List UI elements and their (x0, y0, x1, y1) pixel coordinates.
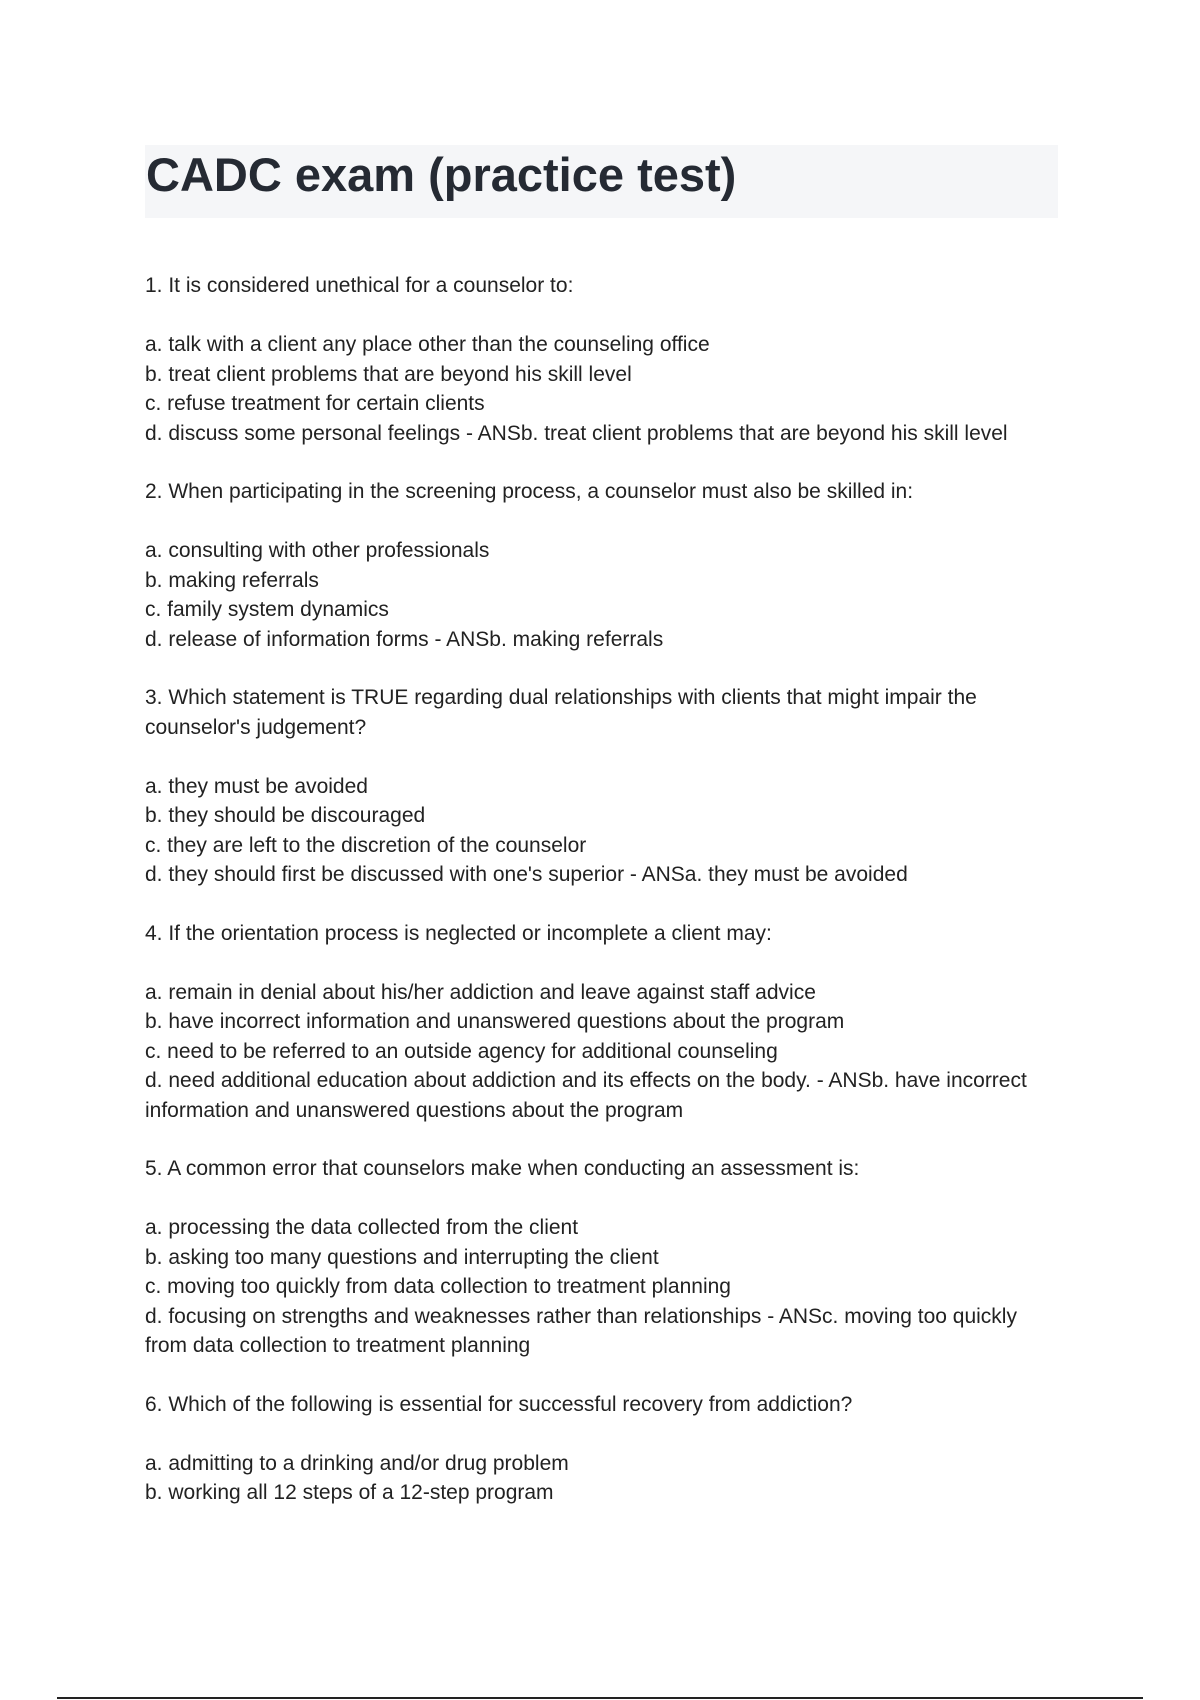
question-text: 2. When participating in the screening process, a counselor must also be skilled in: (145, 480, 914, 503)
question-1 (145, 271, 1045, 448)
option-a: a. consulting with other professionals (145, 539, 490, 562)
answer-key: - ANSa. they must be avoided (624, 863, 908, 886)
option-b: b. treat client problems that are beyond his skill level (145, 362, 632, 386)
option-d-with-answer (145, 419, 1045, 449)
option-a: a. processing the data collected from the client (145, 1216, 579, 1239)
answer-key: - ANSc. moving too quickly from data collection to treatment planning (145, 1304, 1017, 1357)
option-b: b. have incorrect information and unanswered questions about the program (145, 1010, 845, 1033)
option-c: c. need to be referred to an outside agency for additional counseling (145, 1039, 778, 1063)
question-text: 3. Which statement is TRUE regarding dual relationships with clients that might impair the counselor's judgement? (145, 686, 977, 739)
answer-options (145, 330, 1045, 448)
answer-options (145, 978, 1045, 1126)
question-5 (145, 1154, 1045, 1361)
option-d-with-answer (145, 1302, 1045, 1361)
option-b: b. they should be discouraged (145, 804, 426, 827)
option-c: c. refuse treatment for certain clients (145, 392, 485, 415)
answer-options (145, 1213, 1045, 1361)
question-2 (145, 477, 1045, 654)
option-c: c. family system dynamics (145, 598, 389, 621)
option-b: b. asking too many questions and interrupting the client (145, 1245, 659, 1269)
option-d: d. they should first be discussed with one's superior (145, 863, 625, 886)
answer-options (145, 1449, 1045, 1508)
option-c: c. moving too quickly from data collection to treatment planning (145, 1275, 731, 1298)
option-a: a. they must be avoided (145, 774, 368, 798)
option-c: c. they are left to the discretion of the counselor (145, 833, 587, 857)
option-d-with-answer (145, 625, 1045, 655)
option-d: d. release of information forms (145, 627, 429, 651)
option-a: a. talk with a client any place other than the counseling office (145, 333, 710, 356)
answer-key: - ANSb. making referrals (428, 627, 664, 651)
answer-options (145, 772, 1045, 890)
option-a: a. remain in denial about his/her addiction and leave against staff advice (145, 980, 816, 1004)
option-d-with-answer (145, 860, 1045, 890)
question-6 (145, 1390, 1045, 1508)
answer-options (145, 536, 1045, 654)
option-a: a. admitting to a drinking and/or drug problem (145, 1451, 569, 1475)
page-title: CADC exam (practice test) (146, 148, 737, 201)
option-d: d. discuss some personal feelings (145, 421, 461, 445)
option-b: b. making referrals (145, 568, 319, 592)
answer-key: - ANSb. have incorrect information and unanswered questions about the program (145, 1069, 1027, 1122)
option-d-with-answer (145, 1066, 1045, 1125)
question-text: 6. Which of the following is essential for successful recovery from addiction? (145, 1392, 853, 1416)
option-d: d. need additional education about addiction and its effects on the body. (145, 1069, 811, 1092)
question-3 (145, 683, 1045, 890)
question-list (145, 271, 1045, 1537)
page-bottom-divider (57, 1697, 1143, 1699)
question-4 (145, 919, 1045, 1126)
option-b: b. working all 12 steps of a 12-step program (145, 1481, 554, 1504)
question-text: 1. It is considered unethical for a counselor to: (145, 274, 574, 297)
question-text: 4. If the orientation process is neglected or incomplete a client may: (145, 921, 772, 945)
question-text: 5. A common error that counselors make when conducting an assessment is: (145, 1157, 860, 1180)
answer-key: - ANSb. treat client problems that are beyond his skill level (460, 421, 1008, 445)
option-d: d. focusing on strengths and weaknesses rather than relationships (145, 1304, 762, 1328)
